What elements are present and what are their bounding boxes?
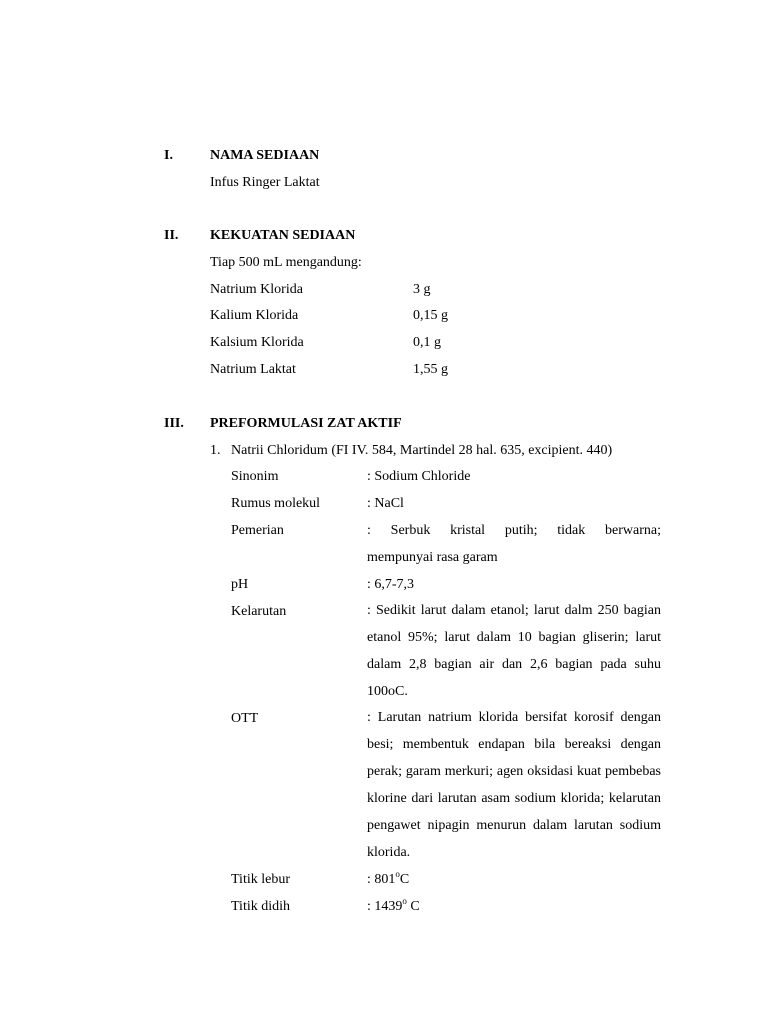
ingredient-name: Kalsium Klorida [210, 335, 304, 350]
ingredient-amount: 0,1 g [413, 335, 441, 350]
prop-label-titik-didih: Titik didih [231, 899, 291, 914]
prop-value-kelarutan: : Sedikit larut dalam etanol; larut dalm 250 bagian etanol 95%; larut dalam 10 bagian gliserin; larut dalam 2,8 bagian air dan 2,6 bagian pada suhu 100oC. [367, 603, 661, 699]
section-1-numeral: I. [164, 148, 173, 163]
prop-label-ott: OTT [231, 711, 259, 726]
ingredient-name: Kalium Klorida [210, 308, 299, 323]
prop-label-rumus-molekul: Rumus molekul [231, 496, 321, 511]
item-1-heading: 1. Natrii Chloridum (FI IV. 584, Martindel 28 hal. 635, excipient. 440) [210, 443, 613, 458]
prop-value-rumus-molekul: : NaCl [367, 496, 404, 511]
prop-label-pemerian: Pemerian [231, 523, 284, 538]
section-1-content: Infus Ringer Laktat [210, 175, 320, 190]
prop-value-titik-didih: : 1439$^o$ C [367, 896, 420, 914]
ingredient-name: Natrium Laktat [210, 362, 296, 377]
prop-value-ott: : Larutan natrium klorida bersifat korosif dengan besi; membentuk endapan bila bereaksi dengan perak; garam merkuri; agen oksidasi kuat pembebas klorine dari larutan asam sodium klorida; kelarutan pengawet nipagin menurun dalam larutan sodium klorida. [367, 710, 661, 860]
section-2-intro: Tiap 500 mL mengandung: [210, 255, 362, 270]
prop-value-ph: : 6,7-7,3 [367, 577, 415, 592]
prop-value-titik-lebur: : 801$^o$C [367, 869, 410, 887]
prop-label-kelarutan: Kelarutan [231, 604, 287, 619]
prop-label-sinonim: Sinonim [231, 469, 279, 484]
section-3-numeral: III. [164, 416, 184, 431]
ingredient-name: Natrium Klorida [210, 282, 303, 297]
prop-value-pemerian: : Serbuk kristal putih; tidak berwarna; [367, 523, 661, 538]
ingredient-amount: 0,15 g [413, 308, 448, 323]
section-3-title: PREFORMULASI ZAT AKTIF [210, 416, 402, 431]
prop-label-titik-lebur: Titik lebur [231, 872, 290, 887]
ingredient-amount: 1,55 g [413, 362, 448, 377]
prop-value-pemerian-cont: mempunyai rasa garam [367, 550, 498, 565]
ingredient-amount: 3 g [413, 282, 431, 297]
prop-value-sinonim: : Sodium Chloride [367, 469, 471, 484]
section-2-numeral: II. [164, 228, 179, 243]
prop-label-ph: pH [231, 577, 249, 592]
section-1-title: NAMA SEDIAAN [210, 148, 320, 163]
section-2-title: KEKUATAN SEDIAAN [210, 228, 356, 243]
